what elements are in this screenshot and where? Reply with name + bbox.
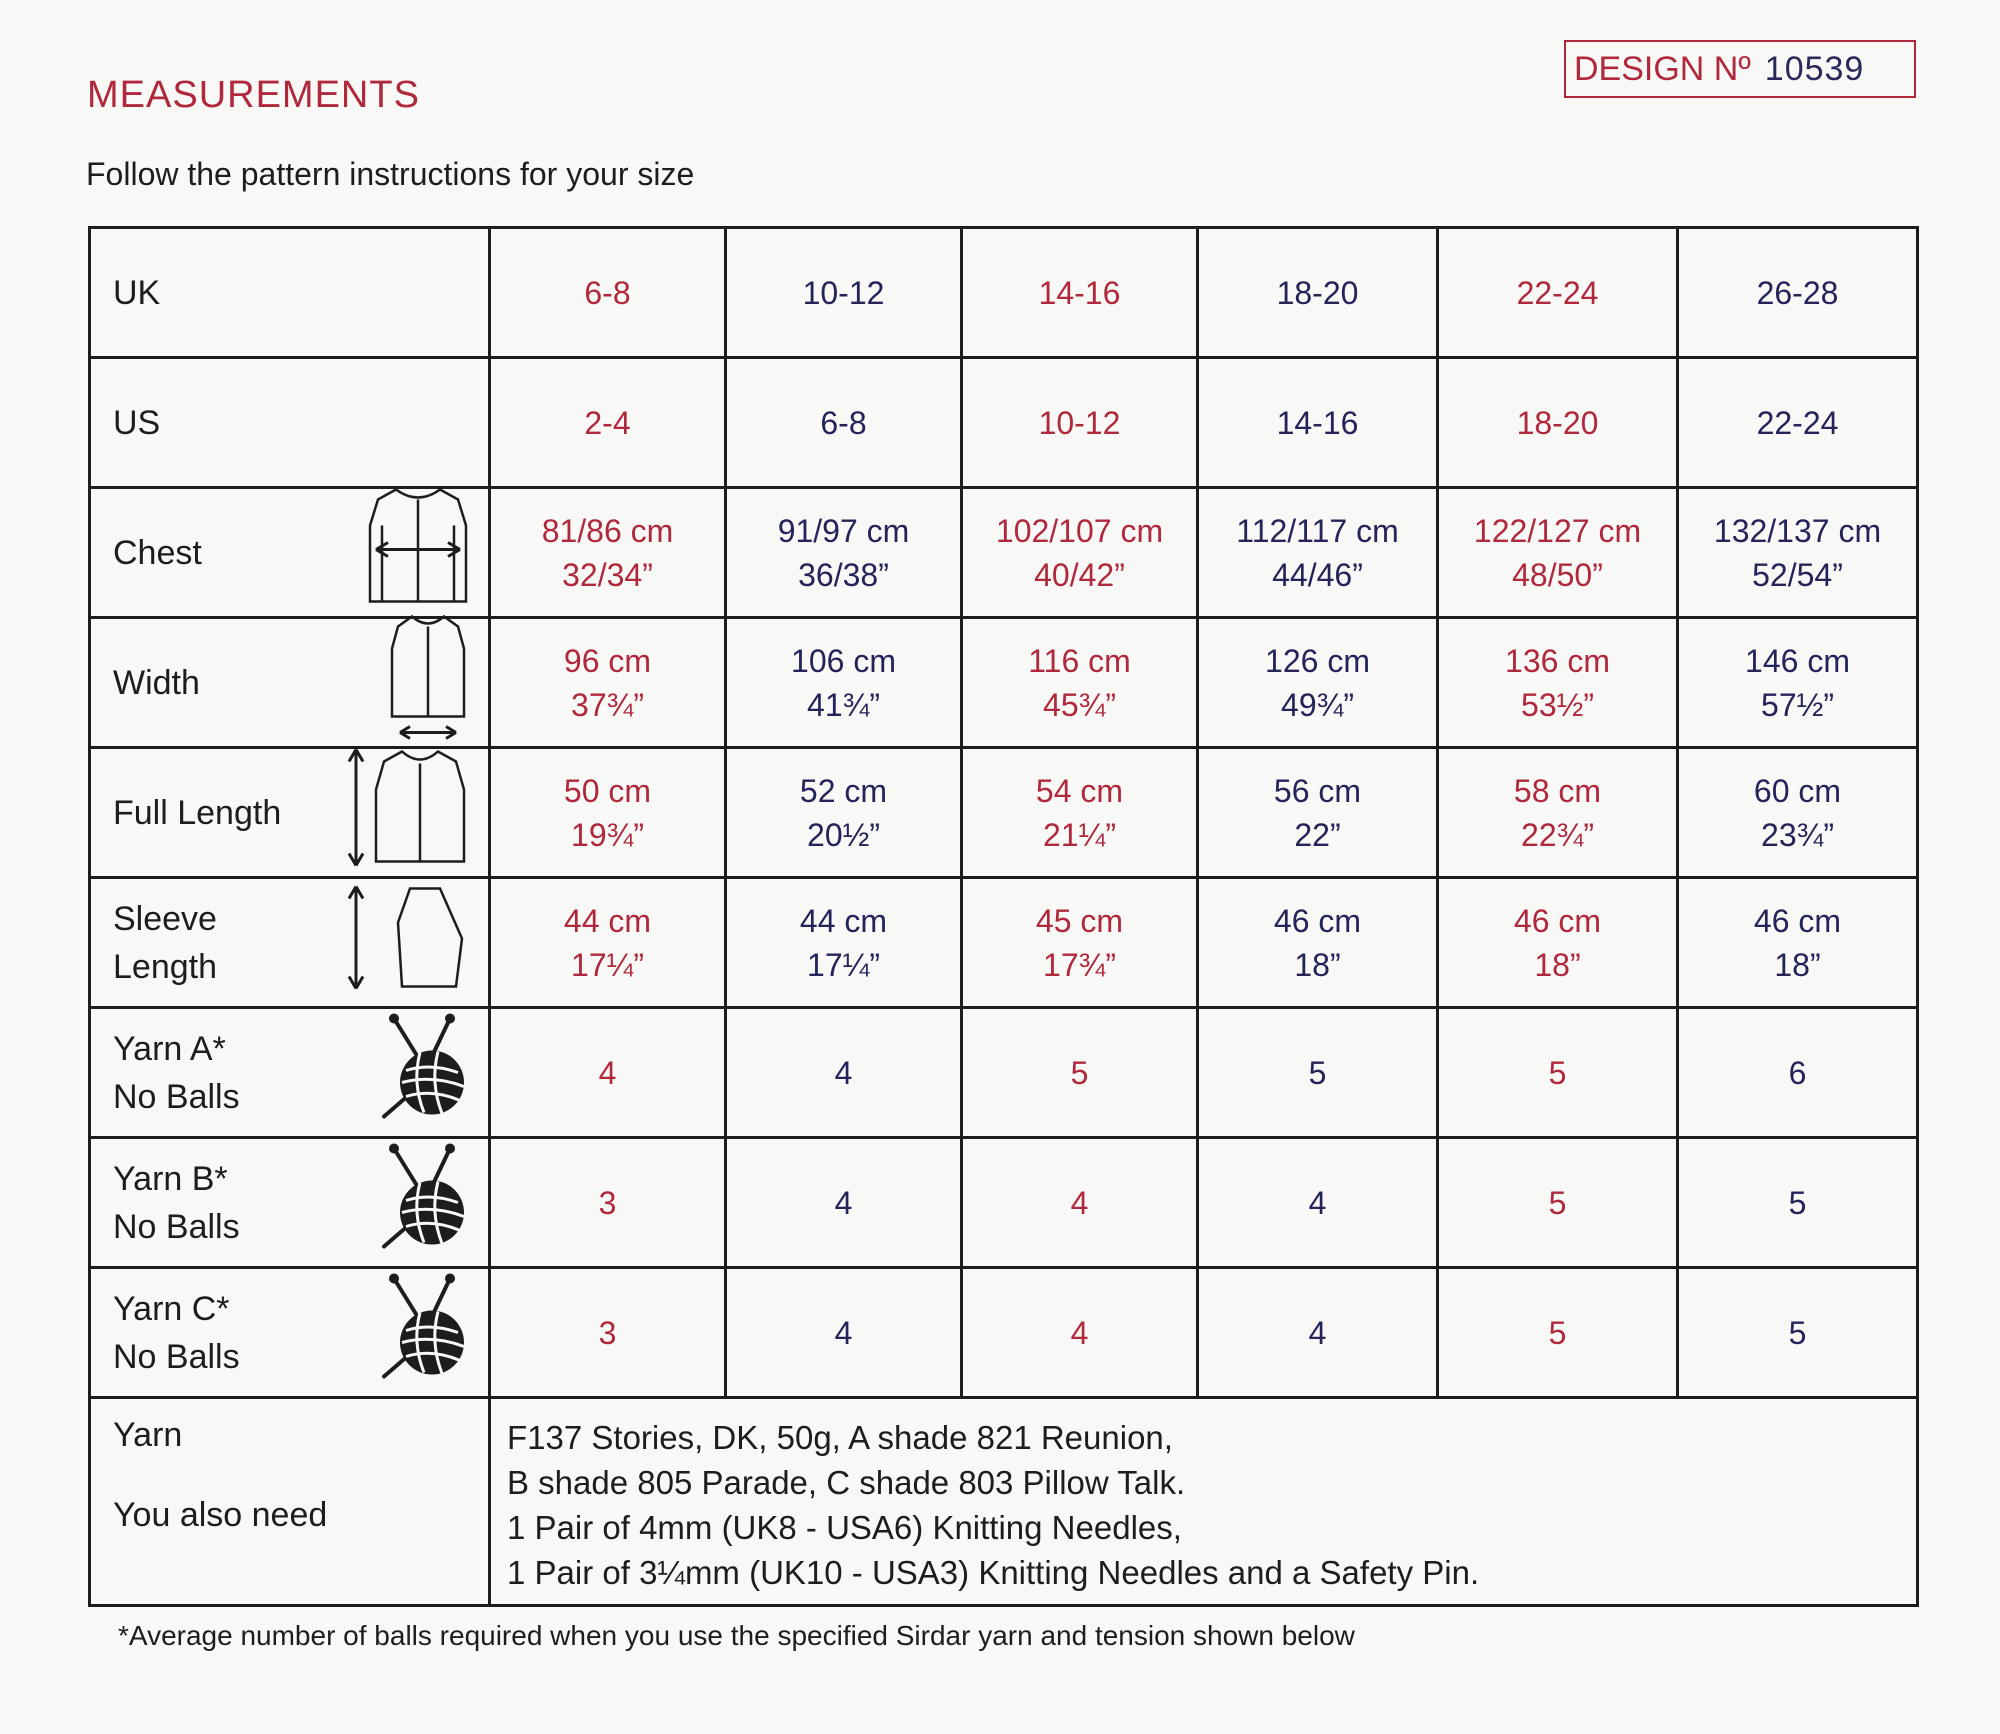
cell-value: 49¾” — [1281, 686, 1354, 723]
cell-value: 6-8 — [820, 404, 867, 441]
size-value-cell — [962, 488, 1198, 618]
page-title: MEASUREMENTS — [87, 74, 420, 116]
size-value-cell — [1438, 228, 1678, 358]
cell-value: 46 cm — [1513, 902, 1602, 939]
cell-value: 19¾” — [571, 816, 644, 853]
yarn-label: Yarn — [113, 1416, 183, 1454]
size-value-cell — [1678, 1138, 1918, 1268]
cell-value: 53½” — [1521, 686, 1594, 723]
size-value-cell — [726, 1008, 962, 1138]
size-value-cell — [1438, 748, 1678, 878]
sleeve-length-measure-icon — [340, 882, 470, 1003]
row-label-cell — [90, 228, 490, 358]
row-label-line: Yarn C* — [113, 1289, 230, 1328]
subtitle: Follow the pattern instructions for your size — [86, 156, 695, 192]
size-value-cell — [1678, 618, 1918, 748]
size-value-cell — [726, 358, 962, 488]
row-label-cell — [90, 1138, 490, 1268]
cell-value: 4 — [598, 1054, 617, 1091]
row-label-line: Sleeve — [113, 899, 217, 938]
size-value-cell — [1678, 488, 1918, 618]
cell-value: 4 — [1070, 1184, 1089, 1221]
size-value-cell — [1438, 1268, 1678, 1398]
size-value-cell — [726, 618, 962, 748]
yarn-details-cell — [490, 1398, 1918, 1606]
size-value-cell — [1678, 878, 1918, 1008]
cell-value: 106 cm — [791, 642, 896, 679]
cell-value: 4 — [1070, 1314, 1089, 1351]
row-label-cell — [90, 748, 490, 878]
size-value-cell — [490, 1008, 726, 1138]
cell-value: 32/34” — [562, 556, 653, 593]
row-label — [113, 1155, 240, 1251]
size-value-cell — [1438, 488, 1678, 618]
table-row — [90, 618, 1918, 748]
cell-value: 52 cm — [799, 772, 888, 809]
cell-value: 81/86 cm — [541, 512, 674, 549]
cell-value: 4 — [1308, 1184, 1327, 1221]
footnote: *Average number of balls required when you use the specified Sirdar yarn and tension shown below — [118, 1620, 1355, 1651]
size-value-cell — [962, 748, 1198, 878]
cell-value: 6-8 — [584, 274, 631, 311]
cell-value: 41¾” — [807, 686, 880, 723]
design-label: DESIGN Nº — [1574, 49, 1751, 88]
size-value-cell — [1198, 228, 1438, 358]
yarn-ball-icon — [380, 1272, 470, 1393]
row-label-cell — [90, 618, 490, 748]
cell-value: 4 — [1308, 1314, 1327, 1351]
cell-value: 136 cm — [1505, 642, 1610, 679]
size-value-cell — [1438, 1008, 1678, 1138]
row-label-cell — [90, 488, 490, 618]
cell-value: 146 cm — [1745, 642, 1850, 679]
row-label — [113, 895, 217, 991]
size-value-cell — [490, 878, 726, 1008]
cell-value: 44 cm — [563, 902, 652, 939]
cell-value: 17¾” — [1043, 946, 1116, 983]
size-value-cell — [1198, 878, 1438, 1008]
row-label-cell — [90, 1008, 490, 1138]
row-label: Width — [113, 663, 200, 702]
full-length-measure-icon — [340, 745, 470, 880]
cell-value: 91/97 cm — [777, 512, 910, 549]
cell-value: 116 cm — [1028, 642, 1131, 679]
size-value-cell — [490, 488, 726, 618]
yarn-label-cell — [90, 1398, 490, 1606]
cell-value: 18” — [1534, 946, 1581, 983]
cell-value: 22-24 — [1516, 274, 1599, 311]
cell-value: 46 cm — [1753, 902, 1842, 939]
size-value-cell — [962, 1138, 1198, 1268]
size-value-cell — [726, 878, 962, 1008]
cell-value: 4 — [834, 1184, 853, 1221]
table-row — [90, 1138, 1918, 1268]
cell-value: 60 cm — [1753, 772, 1842, 809]
cell-value: 5 — [1788, 1184, 1807, 1221]
size-value-cell — [490, 358, 726, 488]
size-value-cell — [962, 228, 1198, 358]
cell-value: 37¾” — [571, 686, 644, 723]
cell-value: 46 cm — [1273, 902, 1362, 939]
cell-value: 22” — [1294, 816, 1341, 853]
cell-value: 122/127 cm — [1473, 512, 1642, 549]
cell-value: 5 — [1308, 1054, 1327, 1091]
cell-value: 17¼” — [571, 946, 644, 983]
cell-value: 6 — [1788, 1054, 1807, 1091]
cell-value: 3 — [598, 1184, 617, 1221]
size-value-cell — [726, 1138, 962, 1268]
size-value-cell — [490, 228, 726, 358]
width-measure-icon — [386, 612, 470, 753]
cell-value: 20½” — [807, 816, 880, 853]
row-label-cell — [90, 1268, 490, 1398]
design-number: 10539 — [1764, 49, 1865, 88]
size-value-cell — [1678, 358, 1918, 488]
size-value-cell — [726, 488, 962, 618]
size-value-cell — [1198, 358, 1438, 488]
yarn-detail-line: B shade 805 Parade, C shade 803 Pillow Talk. — [507, 1464, 1186, 1501]
also-need-label: You also need — [113, 1496, 328, 1534]
table-row — [90, 748, 1918, 878]
table-row — [90, 1008, 1918, 1138]
size-value-cell — [726, 1268, 962, 1398]
cell-value: 18-20 — [1276, 274, 1359, 311]
cell-value: 57½” — [1761, 686, 1834, 723]
cell-value: 96 cm — [563, 642, 652, 679]
cell-value: 10-12 — [1038, 404, 1121, 441]
cell-value: 14-16 — [1038, 274, 1121, 311]
cell-value: 58 cm — [1513, 772, 1602, 809]
table-row — [90, 358, 1918, 488]
table-row — [90, 1268, 1918, 1398]
size-value-cell — [962, 1008, 1198, 1138]
cell-value: 5 — [1548, 1184, 1567, 1221]
cell-value: 17¼” — [807, 946, 880, 983]
cell-value: 26-28 — [1756, 274, 1839, 311]
table-row — [90, 228, 1918, 358]
row-label-line: Yarn A* — [113, 1029, 226, 1068]
cell-value: 21¼” — [1043, 816, 1116, 853]
cell-value: 4 — [834, 1054, 853, 1091]
yarn-detail-line: F137 Stories, DK, 50g, A shade 821 Reunion, — [507, 1419, 1173, 1456]
size-value-cell — [962, 878, 1198, 1008]
row-label-line: No Balls — [113, 1077, 240, 1116]
size-value-cell — [490, 1138, 726, 1268]
row-label: US — [113, 403, 161, 442]
cell-value: 40/42” — [1034, 556, 1125, 593]
cell-value: 45¾” — [1043, 686, 1116, 723]
cell-value: 56 cm — [1273, 772, 1362, 809]
table-row — [90, 878, 1918, 1008]
cell-value: 5 — [1070, 1054, 1089, 1091]
cell-value: 5 — [1548, 1054, 1567, 1091]
yarn-detail-line: 1 Pair of 3¼mm (UK10 - USA3) Knitting Needles and a Safety Pin. — [507, 1554, 1480, 1591]
size-value-cell — [1678, 228, 1918, 358]
size-value-cell — [1198, 1138, 1438, 1268]
cell-value: 2-4 — [584, 404, 631, 441]
cell-value: 3 — [598, 1314, 617, 1351]
cell-value: 102/107 cm — [995, 512, 1164, 549]
measurements-table — [88, 226, 1919, 1607]
cell-value: 126 cm — [1265, 642, 1370, 679]
size-value-cell — [1438, 618, 1678, 748]
size-value-cell — [1438, 1138, 1678, 1268]
row-label: UK — [113, 273, 161, 312]
cell-value: 5 — [1788, 1314, 1807, 1351]
cell-value: 45 cm — [1035, 902, 1124, 939]
row-label-cell — [90, 358, 490, 488]
row-label — [113, 1285, 240, 1381]
cell-value: 44/46” — [1272, 556, 1363, 593]
cell-value: 22-24 — [1756, 404, 1839, 441]
row-label — [113, 1025, 240, 1121]
size-value-cell — [1198, 748, 1438, 878]
row-label: Chest — [113, 533, 202, 572]
chest-measure-icon — [366, 485, 470, 620]
cell-value: 22¾” — [1521, 816, 1594, 853]
cell-value: 36/38” — [798, 556, 889, 593]
row-label-line: Yarn B* — [113, 1159, 228, 1198]
yarn-ball-icon — [380, 1012, 470, 1133]
cell-value: 14-16 — [1276, 404, 1359, 441]
design-number-box — [1564, 40, 1916, 98]
yarn-info-row — [90, 1398, 1918, 1606]
cell-value: 5 — [1548, 1314, 1567, 1351]
size-value-cell — [1198, 618, 1438, 748]
size-value-cell — [1198, 488, 1438, 618]
table-row — [90, 488, 1918, 618]
yarn-ball-icon — [380, 1142, 470, 1263]
cell-value: 23¾” — [1761, 816, 1834, 853]
cell-value: 44 cm — [799, 902, 888, 939]
size-value-cell — [1438, 358, 1678, 488]
size-value-cell — [962, 618, 1198, 748]
size-value-cell — [1678, 748, 1918, 878]
cell-value: 4 — [834, 1314, 853, 1351]
size-value-cell — [726, 748, 962, 878]
size-value-cell — [490, 1268, 726, 1398]
cell-value: 18” — [1294, 946, 1341, 983]
row-label: Full Length — [113, 793, 282, 832]
cell-value: 112/117 cm — [1236, 512, 1399, 549]
cell-value: 50 cm — [563, 772, 652, 809]
row-label-line: Length — [113, 947, 217, 986]
row-label-line: No Balls — [113, 1337, 240, 1376]
size-value-cell — [1198, 1268, 1438, 1398]
cell-value: 18-20 — [1516, 404, 1599, 441]
row-label-cell — [90, 878, 490, 1008]
size-value-cell — [962, 1268, 1198, 1398]
cell-value: 18” — [1774, 946, 1821, 983]
size-value-cell — [1198, 1008, 1438, 1138]
cell-value: 48/50” — [1512, 556, 1603, 593]
size-value-cell — [1438, 878, 1678, 1008]
size-value-cell — [490, 748, 726, 878]
cell-value: 52/54” — [1752, 556, 1843, 593]
row-label-line: No Balls — [113, 1207, 240, 1246]
size-value-cell — [1678, 1008, 1918, 1138]
yarn-detail-line: 1 Pair of 4mm (UK8 - USA6) Knitting Needles, — [507, 1509, 1182, 1546]
size-value-cell — [726, 228, 962, 358]
size-value-cell — [490, 618, 726, 748]
cell-value: 54 cm — [1035, 772, 1124, 809]
cell-value: 132/137 cm — [1713, 512, 1882, 549]
size-value-cell — [962, 358, 1198, 488]
size-value-cell — [1678, 1268, 1918, 1398]
cell-value: 10-12 — [802, 274, 885, 311]
